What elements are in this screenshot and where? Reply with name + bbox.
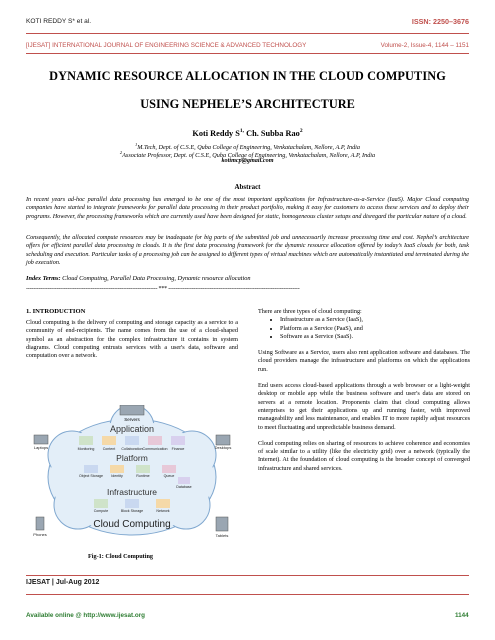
- label-infrastructure: Infrastructure: [106, 487, 158, 497]
- right-column: [258, 308, 470, 473]
- label-runtime: Runtime: [136, 474, 150, 478]
- desktop-icon: [216, 435, 230, 445]
- collaboration-icon: [125, 436, 139, 445]
- communication-icon: [148, 436, 162, 445]
- aff1-text: M.Tech, Dept. of C.S.E, Quba College of Engineering, Venkatachalam, Nellore, A.P, India: [137, 144, 360, 152]
- footer-issue: IJESAT | Jul-Aug 2012: [26, 579, 100, 586]
- database-icon: [178, 477, 190, 484]
- cloud-types-list: [258, 316, 470, 341]
- aff2-sup: 2: [119, 150, 123, 155]
- label-laptops: Laptops: [33, 445, 49, 450]
- runtime-icon: [136, 465, 150, 473]
- cloud-computing-figure: [32, 405, 232, 549]
- saas-paragraph: Using Software as a Service, users also rent application software and databases. The cloud providers manage the infrastructure and platforms on which the applications run.: [258, 349, 470, 373]
- servers-icon: [120, 405, 144, 415]
- network-icon: [156, 499, 170, 508]
- header-rule: [26, 33, 469, 34]
- index-terms: [26, 275, 469, 282]
- compute-icon: [94, 499, 108, 508]
- left-column: [26, 308, 238, 360]
- label-identity: Identity: [111, 474, 123, 478]
- paper-title-line1: DYNAMIC RESOURCE ALLOCATION IN THE CLOUD COMPUTING: [49, 69, 446, 83]
- author-1: Koti Reddy S: [192, 128, 240, 138]
- index-terms-label: Index Terms:: [26, 275, 61, 282]
- aff1-sup: 1: [135, 142, 138, 147]
- content-icon: [102, 436, 116, 445]
- label-content: Content: [102, 447, 116, 451]
- author-2-sup: 2: [299, 128, 303, 134]
- header-rule-2: [26, 53, 469, 54]
- volume-info: Volume-2, Issue-4, 1144 – 1151: [380, 42, 469, 49]
- section-separator: ------------------------------------------------------------------------- *** -------------------------------------------------------------------------: [26, 286, 300, 292]
- author-1-sup: 1,: [239, 128, 245, 134]
- label-network: Network: [156, 509, 170, 513]
- footer-rule-2: [26, 594, 469, 595]
- types-intro: There are three types of cloud computing:: [258, 308, 362, 315]
- author-2: Ch. Subba Rao: [244, 128, 300, 138]
- label-collaboration: Collaboration: [121, 447, 143, 451]
- paper-title-line2: USING NEPHELE’S ARCHITECTURE: [140, 97, 355, 111]
- label-tablets: Tablets: [215, 533, 229, 538]
- running-authors: KOTI REDDY S* et al.: [26, 18, 92, 25]
- label-database: Database: [176, 485, 192, 489]
- label-monitoring: Monitoring: [77, 447, 95, 451]
- footer-rule: [26, 575, 469, 576]
- label-queue: Queue: [163, 474, 175, 478]
- object-storage-icon: [84, 465, 98, 473]
- label-desktops: Desktops: [214, 445, 232, 450]
- label-communication: Communication: [142, 447, 168, 451]
- tablet-icon: [216, 517, 228, 531]
- author-email: kotimcp@gmail.com: [221, 157, 274, 164]
- label-block-storage: Block Storage: [120, 509, 144, 513]
- label-object-storage: Object Storage: [79, 474, 103, 478]
- block-storage-icon: [125, 499, 139, 508]
- finance-icon: [171, 436, 185, 445]
- monitoring-icon: [79, 436, 93, 445]
- label-platform: Platform: [116, 453, 148, 463]
- laptop-icon: [34, 435, 48, 444]
- label-compute: Compute: [93, 509, 109, 513]
- journal-name: [IJESAT] INTERNATIONAL JOURNAL OF ENGINEERING SCIENCE & ADVANCED TECHNOLOGY: [26, 42, 307, 49]
- intro-heading: 1. INTRODUCTION: [26, 308, 86, 315]
- label-servers: Servers: [124, 417, 140, 422]
- aff2-text: Associate Professor, Dept. of C.S.E, Quba College of Engineering, Venkatachalam, Nellore, A.P, India: [122, 152, 376, 160]
- label-cloud-computing: Cloud Computing: [93, 519, 171, 530]
- list-item: • Infrastructure as a Service (IaaS),: [280, 316, 470, 324]
- sharing-paragraph: Cloud computing relies on sharing of resources to achieve coherence and economies of scale similar to a utility (like the electricity grid) over a network (typically the Internet). At the foundation of cloud computing is the broader concept of converged infrastructure and shared services.: [258, 439, 470, 472]
- author-line: [0, 128, 495, 138]
- abstract-paragraph-1: In recent years ad-hoc parallel data processing has emerged to be one of the most important applications for Infrastructure-as-a-Service (IaaS). Major Cloud computing companies have started to integrate frameworks for parallel data processing in their product portfolio, making it easy for customers to access these services and to deploy their programs. However, the processing frameworks which are currently used have been designed for static, homogeneous cluster setups and disregard the particular nature of a cloud.: [26, 197, 469, 220]
- figure-caption: Fig-1: Cloud Computing: [88, 553, 153, 560]
- phone-icon: [36, 517, 44, 530]
- list-item: • Software as a Service (SaaS).: [280, 333, 470, 341]
- queue-icon: [162, 465, 176, 473]
- index-terms-text: Cloud Computing, Parallel Data Processing, Dynamic resource allocation: [60, 275, 251, 282]
- list-item: • Platform as a Service (PaaS), and: [280, 325, 470, 333]
- label-phones: Phones: [33, 532, 47, 537]
- footer-online-link[interactable]: Available online @ http://www.ijesat.org: [26, 612, 146, 619]
- identity-icon: [110, 465, 124, 473]
- issn: ISSN: 2250–3676: [411, 17, 469, 26]
- abstract-paragraph-2: Consequently, the allocated compute resources may be inadequate for big parts of the submitted job and unnecessarily increase processing time and cost. Nephel’s architecture offers for efficient parallel data processing in clouds. It is the first data processing framework for the dynamic resource allocation offered by today’s IaaS clouds for both, task scheduling and execution. Particular tasks of a processing job can be assigned to different types of virtual machines which are automatically instantiated and terminated during the job execution.: [26, 235, 469, 266]
- abstract-heading: Abstract: [234, 183, 261, 191]
- end-users-paragraph: End users access cloud-based applications through a web browser or a light-weight desktop or mobile app while the business software and user's data are stored on servers at a remote location. Proponents claim that cloud computing allows enterprises to get their applications up and running faster, with improved manageability and less maintenance, and enables IT to more rapidly adjust resources to meet fluctuating and unpredictable business demand.: [258, 382, 470, 431]
- label-finance: Finance: [171, 447, 185, 451]
- intro-paragraph: Cloud computing is the delivery of computing and storage capacity as a service to a community of end-recipients. The name comes from the use of a cloud-shaped symbol as an abstraction for the complex infrastructure it contains in system diagrams. Cloud computing entrusts services with a user's data, software and computation over a network.: [26, 319, 238, 360]
- page-number: 1144: [455, 612, 469, 619]
- label-application: Application: [109, 424, 155, 434]
